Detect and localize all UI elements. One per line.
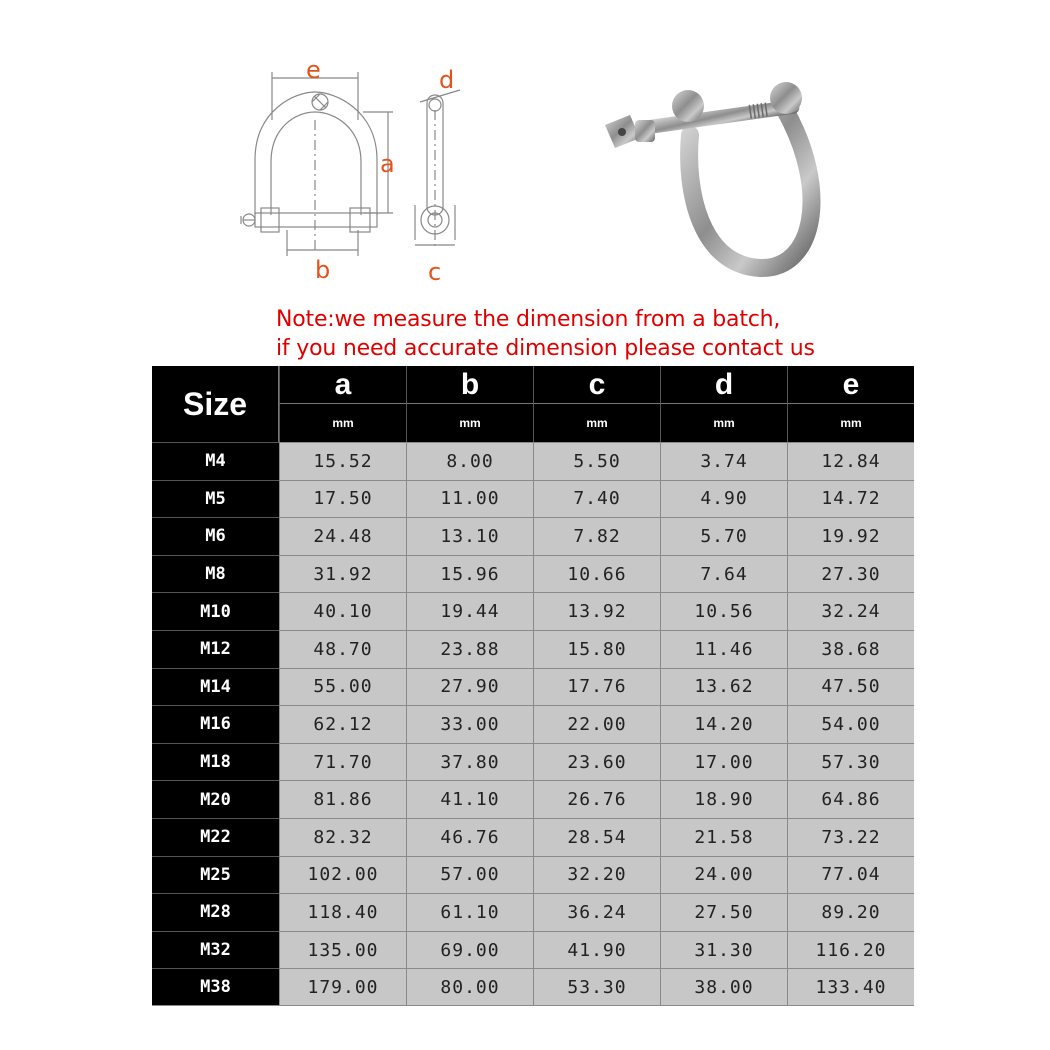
- table-cell: 54.00: [787, 705, 914, 743]
- table-cell: 19.92: [787, 517, 914, 555]
- row-size-label: M28: [152, 893, 279, 931]
- table-cell: 19.44: [406, 592, 533, 630]
- table-header-row: [152, 366, 914, 404]
- table-cell: 36.24: [533, 893, 660, 931]
- table-cell: 11.00: [406, 480, 533, 518]
- table-cell: 118.40: [279, 893, 406, 931]
- table-cell: 7.40: [533, 480, 660, 518]
- table-cell: 17.50: [279, 480, 406, 518]
- row-size-label: M16: [152, 705, 279, 743]
- row-size-label: M12: [152, 630, 279, 668]
- table-row: [152, 780, 914, 818]
- table-cell: 82.32: [279, 818, 406, 856]
- row-size-label: M5: [152, 480, 279, 518]
- table-cell: 31.30: [660, 931, 787, 969]
- table-cell: 41.90: [533, 931, 660, 969]
- table-row: [152, 517, 914, 555]
- table-cell: 38.68: [787, 630, 914, 668]
- table-row: [152, 968, 914, 1006]
- shackle-drawing: [225, 50, 495, 290]
- table-cell: 8.00: [406, 442, 533, 480]
- table-cell: 23.60: [533, 743, 660, 781]
- table-row: [152, 630, 914, 668]
- table-cell: 5.70: [660, 517, 787, 555]
- table-row: [152, 743, 914, 781]
- table-cell: 12.84: [787, 442, 914, 480]
- measurement-note: [276, 305, 815, 363]
- table-cell: 64.86: [787, 780, 914, 818]
- table-cell: 62.12: [279, 705, 406, 743]
- table-cell: 31.92: [279, 555, 406, 593]
- table-cell: 33.00: [406, 705, 533, 743]
- table-cell: 179.00: [279, 968, 406, 1006]
- table-cell: 55.00: [279, 668, 406, 706]
- table-cell: 13.62: [660, 668, 787, 706]
- column-header-d: d: [660, 366, 787, 404]
- unit-a: mm: [279, 404, 406, 442]
- table-cell: 40.10: [279, 592, 406, 630]
- unit-e: mm: [787, 404, 914, 442]
- table-cell: 133.40: [787, 968, 914, 1006]
- row-size-label: M4: [152, 442, 279, 480]
- table-cell: 38.00: [660, 968, 787, 1006]
- row-size-label: M18: [152, 743, 279, 781]
- column-header-a: a: [279, 366, 406, 404]
- table-cell: 53.30: [533, 968, 660, 1006]
- shackle-dimension-diagram: [225, 50, 495, 290]
- table-body: [152, 442, 914, 1006]
- table-cell: 15.52: [279, 442, 406, 480]
- note-line-1: Note:we measure the dimension from a batch,: [276, 307, 781, 332]
- table-cell: 27.30: [787, 555, 914, 593]
- column-header-e: e: [787, 366, 914, 404]
- table-row: [152, 893, 914, 931]
- table-cell: 89.20: [787, 893, 914, 931]
- table-cell: 11.46: [660, 630, 787, 668]
- dimension-label-b: b: [315, 256, 331, 284]
- table-cell: 77.04: [787, 856, 914, 894]
- table-cell: 116.20: [787, 931, 914, 969]
- table-cell: 17.00: [660, 743, 787, 781]
- unit-d: mm: [660, 404, 787, 442]
- table-cell: 3.74: [660, 442, 787, 480]
- table-cell: 13.92: [533, 592, 660, 630]
- table-cell: 5.50: [533, 442, 660, 480]
- unit-b: mm: [406, 404, 533, 442]
- row-size-label: M38: [152, 968, 279, 1006]
- table-cell: 27.50: [660, 893, 787, 931]
- table-cell: 71.70: [279, 743, 406, 781]
- column-header-b: b: [406, 366, 533, 404]
- table-cell: 24.48: [279, 517, 406, 555]
- table-cell: 80.00: [406, 968, 533, 1006]
- table-cell: 14.72: [787, 480, 914, 518]
- table-cell: 26.76: [533, 780, 660, 818]
- note-line-2: if you need accurate dimension please contact us: [276, 336, 815, 361]
- row-size-label: M25: [152, 856, 279, 894]
- unit-c: mm: [533, 404, 660, 442]
- row-size-label: M20: [152, 780, 279, 818]
- table-cell: 22.00: [533, 705, 660, 743]
- table-cell: 135.00: [279, 931, 406, 969]
- row-size-label: M14: [152, 668, 279, 706]
- table-cell: 81.86: [279, 780, 406, 818]
- table-cell: 18.90: [660, 780, 787, 818]
- size-column-header: Size: [152, 366, 279, 442]
- table-row: [152, 592, 914, 630]
- table-cell: 15.96: [406, 555, 533, 593]
- table-cell: 21.58: [660, 818, 787, 856]
- table-row: [152, 442, 914, 480]
- dimension-label-d: d: [439, 66, 455, 94]
- table-cell: 23.88: [406, 630, 533, 668]
- dimension-label-c: c: [428, 258, 442, 286]
- table-cell: 7.82: [533, 517, 660, 555]
- row-size-label: M32: [152, 931, 279, 969]
- table-cell: 4.90: [660, 480, 787, 518]
- table-row: [152, 818, 914, 856]
- table-cell: 47.50: [787, 668, 914, 706]
- table-cell: 10.56: [660, 592, 787, 630]
- table-cell: 24.00: [660, 856, 787, 894]
- table-cell: 32.24: [787, 592, 914, 630]
- row-size-label: M6: [152, 517, 279, 555]
- table-cell: 69.00: [406, 931, 533, 969]
- table-cell: 57.30: [787, 743, 914, 781]
- table-cell: 15.80: [533, 630, 660, 668]
- table-cell: 32.20: [533, 856, 660, 894]
- table-row: [152, 931, 914, 969]
- table-cell: 17.76: [533, 668, 660, 706]
- row-size-label: M10: [152, 592, 279, 630]
- column-header-c: c: [533, 366, 660, 404]
- table-cell: 46.76: [406, 818, 533, 856]
- table-row: [152, 856, 914, 894]
- dimension-table: [152, 366, 914, 1006]
- dimension-label-e: e: [306, 56, 321, 84]
- table-cell: 28.54: [533, 818, 660, 856]
- table-cell: 7.64: [660, 555, 787, 593]
- table-cell: 41.10: [406, 780, 533, 818]
- table-cell: 13.10: [406, 517, 533, 555]
- table-cell: 10.66: [533, 555, 660, 593]
- shackle-product-photo: [600, 80, 840, 280]
- table-cell: 61.10: [406, 893, 533, 931]
- table-row: [152, 555, 914, 593]
- table-cell: 27.90: [406, 668, 533, 706]
- table-cell: 48.70: [279, 630, 406, 668]
- table-row: [152, 480, 914, 518]
- table-cell: 73.22: [787, 818, 914, 856]
- table-cell: 102.00: [279, 856, 406, 894]
- dimension-label-a: a: [380, 150, 395, 178]
- table-row: [152, 668, 914, 706]
- table-row: [152, 705, 914, 743]
- row-size-label: M22: [152, 818, 279, 856]
- row-size-label: M8: [152, 555, 279, 593]
- shackle-image: [600, 80, 840, 280]
- table-cell: 14.20: [660, 705, 787, 743]
- table-cell: 57.00: [406, 856, 533, 894]
- table-cell: 37.80: [406, 743, 533, 781]
